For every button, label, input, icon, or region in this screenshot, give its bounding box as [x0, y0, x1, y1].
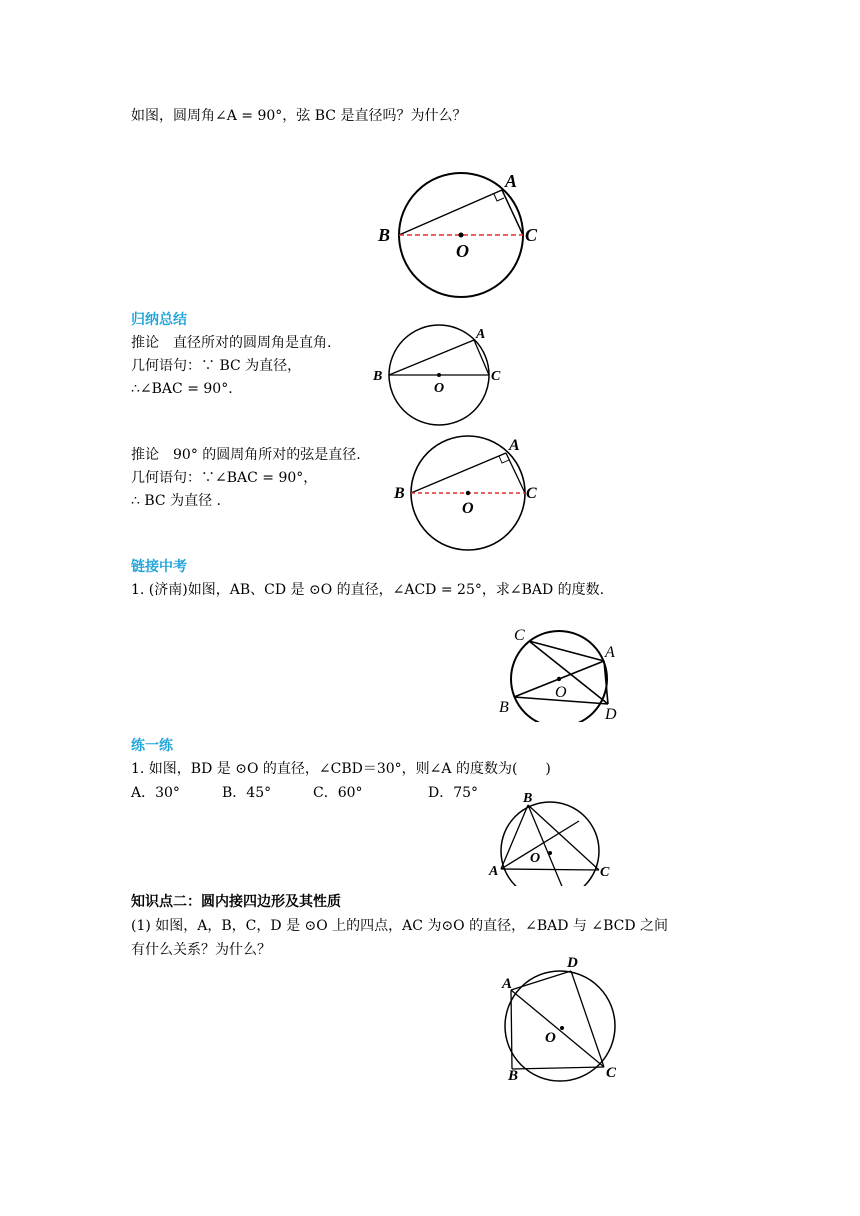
label-O: O	[545, 1030, 556, 1046]
label-D: D	[605, 706, 617, 722]
label-A: A	[605, 644, 615, 661]
label-A: A	[476, 327, 486, 342]
figure-circle-right-angle	[372, 165, 542, 303]
label-O: O	[530, 851, 541, 866]
label-B: B	[373, 369, 383, 384]
corollary-1-line3: ∴∠BAC = 90°.	[131, 381, 233, 397]
exam-heading: 链接中考	[131, 559, 187, 575]
label-A: A	[489, 864, 499, 879]
practice-heading: 练一练	[131, 738, 173, 754]
option-d: D．75°	[428, 785, 479, 801]
corollary-1-line1: 推论 直径所对的圆周角是直角.	[131, 335, 332, 351]
label-B: B	[523, 791, 533, 806]
label-C: C	[606, 1065, 617, 1081]
kp2-heading: 知识点二：圆内接四边形及其性质	[131, 894, 341, 910]
option-b: B．45°	[222, 785, 272, 801]
label-O: O	[434, 381, 445, 396]
label-B: B	[394, 485, 405, 502]
figure-two-diameters	[496, 622, 626, 722]
corollary-1-line2: 几何语句：∵ BC 为直径，	[131, 358, 302, 374]
label-D: D	[567, 955, 578, 971]
label-O: O	[456, 241, 469, 261]
label-C: C	[525, 225, 538, 245]
label-C: C	[491, 369, 501, 384]
label-B: B	[378, 225, 391, 245]
label-O: O	[462, 500, 474, 517]
corollary-2-line3: ∴ BC 为直径 .	[131, 493, 221, 509]
figure-inscribed-triangle	[486, 790, 616, 886]
label-A: A	[502, 976, 513, 992]
label-A: A	[509, 437, 520, 454]
corollary-2-line1: 推论 90° 的圆周角所对的弦是直径.	[131, 447, 361, 463]
label-C: C	[600, 865, 610, 880]
label-O: O	[555, 684, 567, 701]
summary-heading: 归纳总结	[131, 312, 187, 328]
label-B: B	[508, 1068, 519, 1084]
intro-question: 如图，圆周角∠A = 90°，弦 BC 是直径吗？为什么？	[131, 108, 467, 124]
exam-question-1: 1. (济南)如图，AB、CD 是 ⊙O 的直径，∠ACD = 25°，求∠BAD 的度数.	[131, 582, 605, 598]
label-C: C	[514, 627, 525, 644]
figure-inscribed-quadrilateral	[494, 950, 624, 1090]
option-c: C．60°	[313, 785, 363, 801]
figure-right-angle-diameter	[388, 432, 544, 554]
kp2-question-line1: (1) 如图，A，B，C，D 是 ⊙O 上的四点，AC 为⊙O 的直径，∠BAD 与 ∠BCD 之间	[131, 918, 669, 934]
label-C: C	[526, 485, 537, 502]
practice-question-1: 1. 如图，BD 是 ⊙O 的直径，∠CBD＝30°，则∠A 的度数为( )	[131, 761, 551, 777]
corollary-2-line2: 几何语句：∵∠BAC = 90°，	[131, 470, 318, 486]
label-A: A	[505, 171, 518, 191]
kp2-question-line2: 有什么关系？为什么？	[131, 942, 271, 958]
option-a: A．30°	[131, 785, 180, 801]
label-B: B	[499, 699, 509, 716]
figure-diameter-angle	[370, 318, 510, 428]
